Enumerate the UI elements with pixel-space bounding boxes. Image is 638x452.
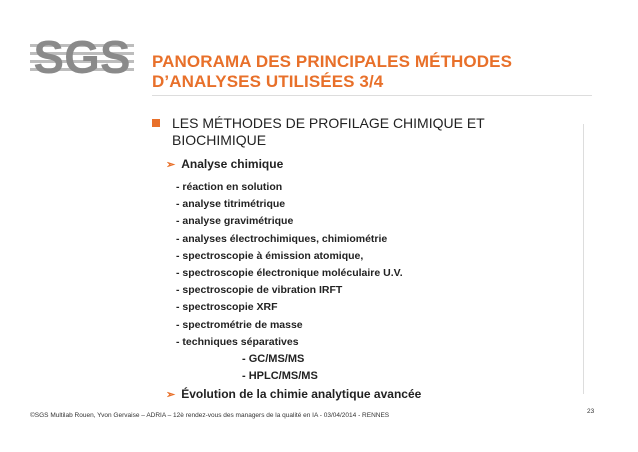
section-heading [152, 115, 552, 149]
slide-title-line-1: PANORAMA DES PRINCIPALES MÉTHODES [152, 52, 513, 71]
arrow-bullet-icon: ➢ [166, 159, 176, 171]
list-item: - réaction en solution [176, 181, 283, 193]
method-list [176, 179, 403, 385]
sgs-logo-graphic [30, 30, 134, 82]
list-sub-item: - GC/MS/MS [242, 352, 305, 365]
list-item: - spectroscopie de vibration IRFT [176, 284, 343, 297]
page-number: 23 [587, 408, 595, 415]
list-item: - spectroscopie électronique moléculaire U.V. [176, 266, 403, 279]
list-item: - analyses électrochimiques, chimiométrie [176, 232, 388, 245]
list-item: - spectrométrie de masse [176, 318, 303, 331]
subsection-analyse-chimique [166, 157, 283, 173]
arrow-bullet-icon: ➢ [166, 389, 176, 401]
subsection-label: Évolution de la chimie analytique avancée [181, 387, 422, 401]
list-item: - spectroscopie XRF [176, 301, 278, 314]
section-heading-text: LES MÉTHODES DE PROFILAGE CHIMIQUE ET BIOCHIMIQUE [172, 115, 485, 148]
content-border-line [583, 124, 584, 394]
list-item: - techniques séparatives [176, 335, 299, 348]
sgs-logo-text: SGS [33, 31, 131, 82]
square-bullet-icon [152, 119, 160, 127]
list-item: - analyse titrimétrique [176, 198, 286, 211]
slide-title [152, 52, 512, 92]
list-item: - spectroscopie à émission atomique, [176, 249, 364, 262]
footer-text: ©SGS Multilab Rouen, Yvon Gervaise – ADRIA – 12è rendez-vous des managers de la qualité en IA - 03/04/2014 - RENNES [30, 412, 390, 419]
title-divider [152, 95, 592, 96]
sgs-logo [30, 30, 134, 82]
subsection-evolution [166, 387, 421, 403]
list-item: - analyse gravimétrique [176, 215, 294, 228]
subsection-label: Analyse chimique [181, 157, 284, 171]
slide-title-line-2: D’ANALYSES UTILISÉES 3/4 [152, 72, 384, 91]
list-sub-item: - HPLC/MS/MS [242, 370, 318, 383]
